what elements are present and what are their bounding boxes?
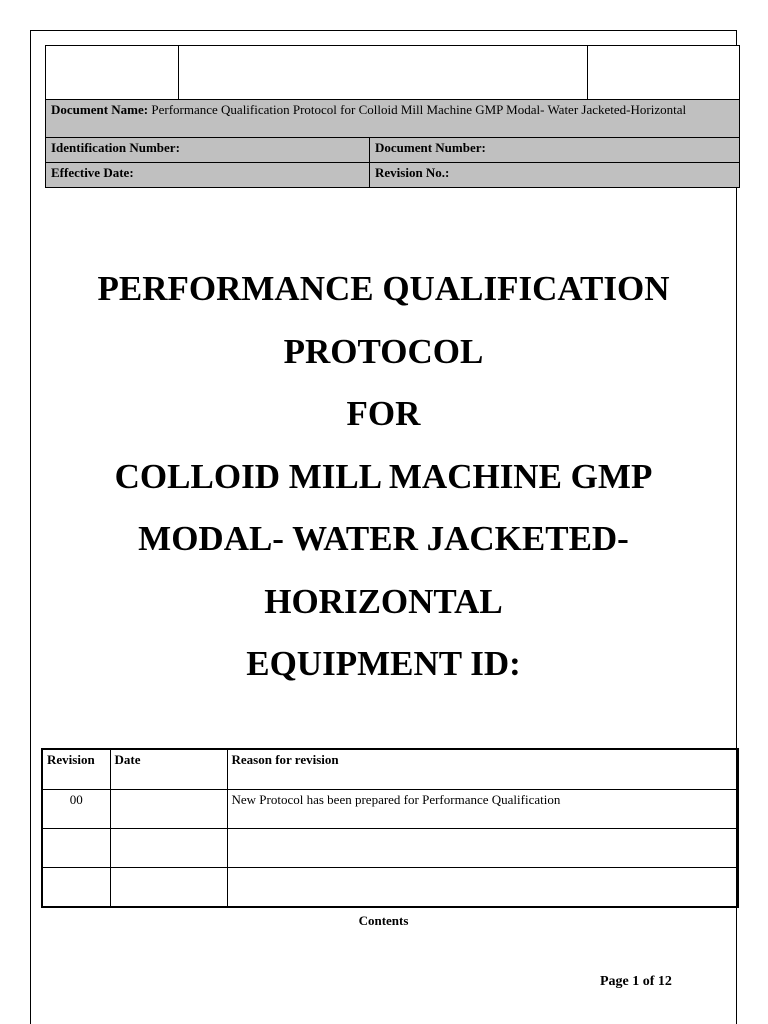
table-header-row — [42, 749, 738, 790]
table-row — [42, 829, 738, 868]
contents-heading: Contents — [358, 913, 409, 928]
revision-history-table — [41, 748, 739, 908]
date-cell — [110, 829, 227, 868]
revision-no-cell — [370, 163, 740, 188]
document-number-label: Document Number: — [375, 140, 486, 155]
column-header-revision: Revision — [42, 749, 110, 790]
reason-cell — [227, 868, 738, 908]
title-line: PERFORMANCE QUALIFICATION — [97, 269, 670, 308]
reason-cell: New Protocol has been prepared for Performance Qualification — [227, 790, 738, 829]
revision-cell: 00 — [42, 790, 110, 829]
effective-date-label: Effective Date: — [51, 165, 134, 180]
reason-cell — [227, 829, 738, 868]
logo-cell — [46, 46, 179, 100]
identification-number-cell — [46, 138, 370, 163]
document-header-table — [45, 45, 740, 188]
title-line: COLLOID MILL MACHINE GMP — [114, 456, 653, 496]
date-cell — [110, 868, 227, 908]
title-line: PROTOCOL — [283, 331, 484, 371]
revision-no-label: Revision No.: — [375, 165, 450, 180]
title-line: HORIZONTAL — [264, 581, 503, 621]
effective-date-cell — [46, 163, 370, 188]
identification-row — [46, 138, 740, 163]
document-number-cell — [370, 138, 740, 163]
date-cell — [110, 790, 227, 829]
column-header-reason: Reason for revision — [227, 749, 738, 790]
document-name-label: Document Name: — [51, 102, 149, 117]
title-line: EQUIPMENT ID: — [246, 644, 521, 683]
document-name-cell — [46, 100, 740, 138]
logo-row — [46, 46, 740, 100]
effective-date-row — [46, 163, 740, 188]
revision-cell — [42, 829, 110, 868]
document-name-row — [46, 100, 740, 138]
header-right-cell — [588, 46, 740, 100]
table-row — [42, 790, 738, 829]
column-header-date: Date — [110, 749, 227, 790]
company-name-cell — [179, 46, 588, 100]
document-title — [30, 258, 737, 696]
table-row — [42, 868, 738, 908]
identification-number-label: Identification Number: — [51, 140, 180, 155]
title-line: FOR — [346, 394, 421, 433]
page-number: Page 1 of 12 — [600, 974, 672, 989]
document-name-value: Performance Qualification Protocol for Colloid Mill Machine GMP Modal- Water Jacketed-Horizontal — [151, 102, 687, 117]
revision-cell — [42, 868, 110, 908]
title-line: MODAL- WATER JACKETED- — [138, 519, 629, 558]
